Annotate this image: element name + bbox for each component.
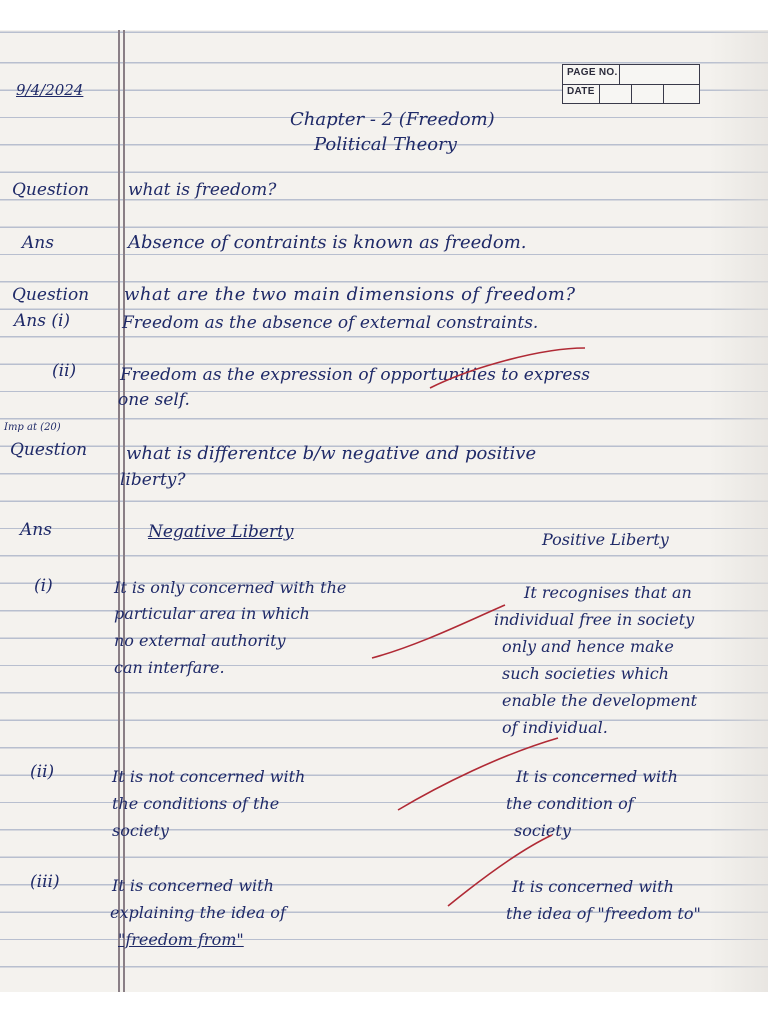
positive-text: It recognises that an bbox=[524, 583, 692, 602]
point-number: (ii) bbox=[52, 361, 77, 381]
positive-text: the idea of "freedom to" bbox=[506, 904, 701, 923]
answer-text: Absence of contraints is known as freedom. bbox=[128, 232, 527, 253]
negative-text: no external authority bbox=[114, 631, 286, 650]
question-label: Question bbox=[12, 180, 90, 200]
question-label: Question bbox=[12, 285, 90, 305]
positive-text: It is concerned with bbox=[512, 877, 674, 896]
negative-text: It is only concerned with the bbox=[114, 578, 347, 597]
question-text: what is freedom? bbox=[128, 180, 277, 200]
column-heading-positive: Positive Liberty bbox=[542, 530, 669, 549]
negative-text: explaining the idea of bbox=[110, 903, 286, 922]
negative-text: "freedom from" bbox=[118, 930, 244, 949]
positive-text: of individual. bbox=[502, 718, 608, 737]
point-number: (i) bbox=[34, 576, 53, 596]
date-label: DATE bbox=[567, 86, 595, 97]
teacher-tick-marks bbox=[0, 30, 768, 992]
negative-text: It is concerned with bbox=[112, 876, 274, 895]
negative-text: particular area in which bbox=[114, 604, 310, 623]
positive-text: the condition of bbox=[506, 794, 634, 813]
negative-text: the conditions of the bbox=[112, 794, 280, 813]
question-text: liberty? bbox=[120, 470, 186, 490]
positive-text: only and hence make bbox=[502, 637, 674, 656]
important-note: Imp at (20) bbox=[4, 422, 61, 433]
subject-title: Political Theory bbox=[314, 134, 457, 155]
positive-text: society bbox=[514, 821, 571, 840]
point-number: (iii) bbox=[30, 872, 60, 892]
positive-text: such societies which bbox=[502, 664, 669, 683]
page-no-label: PAGE NO. bbox=[567, 67, 618, 78]
positive-text: enable the development bbox=[502, 691, 698, 710]
point-number: (ii) bbox=[30, 762, 55, 782]
question-text: what is differentce b/w negative and positive bbox=[126, 443, 537, 464]
entry-date: 9/4/2024 bbox=[16, 81, 84, 99]
answer-label: Ans (i) bbox=[14, 311, 71, 331]
answer-label: Ans bbox=[22, 233, 54, 253]
negative-text: can interfare. bbox=[114, 658, 225, 677]
answer-label: Ans bbox=[20, 520, 52, 540]
chapter-title: Chapter - 2 (Freedom) bbox=[290, 109, 495, 130]
negative-text: It is not concerned with bbox=[112, 767, 306, 786]
positive-text: individual free in society bbox=[494, 610, 695, 629]
answer-text: one self. bbox=[118, 390, 190, 410]
notebook-page bbox=[0, 30, 768, 992]
answer-text: Freedom as the expression of opportunities to express bbox=[120, 365, 590, 385]
answer-text: Freedom as the absence of external constraints. bbox=[122, 313, 539, 333]
negative-text: society bbox=[112, 821, 169, 840]
question-label: Question bbox=[10, 440, 88, 460]
column-heading-negative: Negative Liberty bbox=[148, 522, 294, 542]
question-text: what are the two main dimensions of freedom? bbox=[124, 284, 576, 305]
positive-text: It is concerned with bbox=[516, 767, 678, 786]
